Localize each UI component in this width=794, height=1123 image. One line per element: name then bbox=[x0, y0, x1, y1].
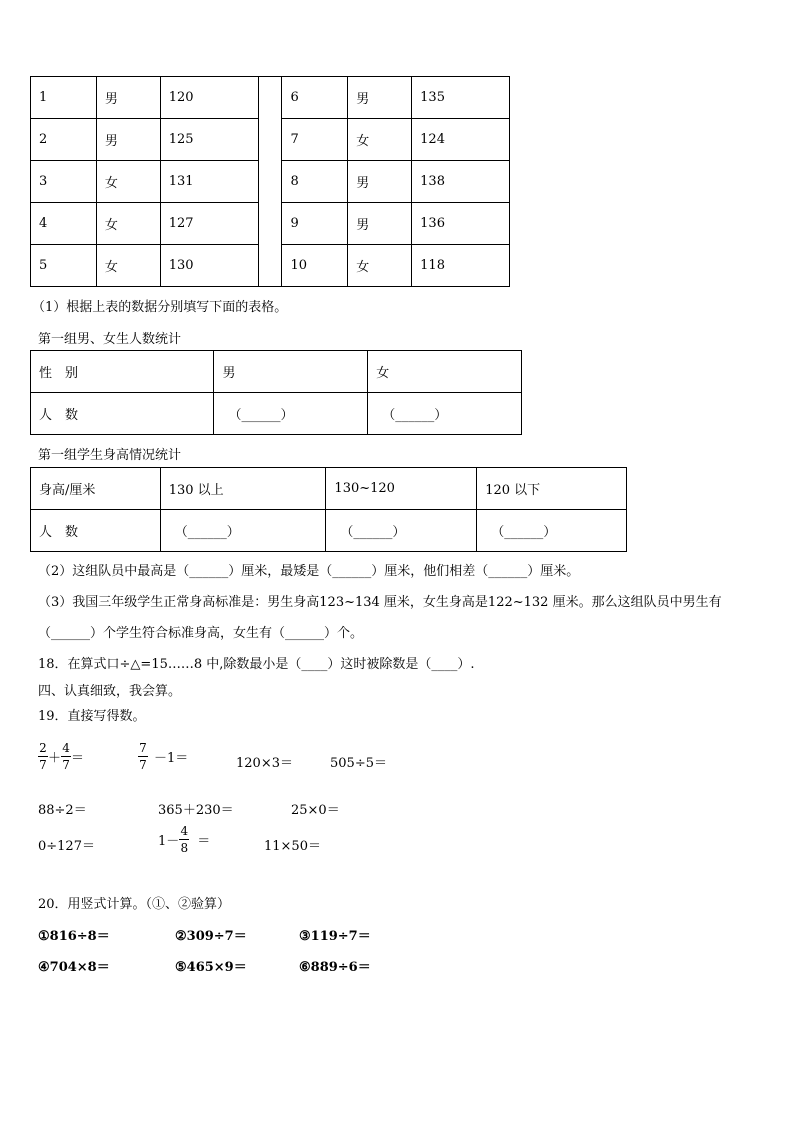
fraction-7-7: $\frac{7}{7}$ bbox=[139, 741, 147, 772]
table-b-blank-above-130[interactable]: （______） bbox=[160, 510, 326, 552]
q2-text: （2）这组队员中最高是（______）厘米，最矮是（______）厘米，他们相差（______）厘米。 bbox=[38, 564, 580, 579]
q3-line1: （3）我国三年级学生正常身高标准是：男生身高123~134 厘米，女生身高是122~132 厘米。那么这组队员中男生有 bbox=[38, 595, 722, 610]
data-right-gender: 女 bbox=[348, 119, 412, 161]
data-right-height: 135 bbox=[412, 77, 510, 119]
gender-count-table bbox=[30, 350, 522, 435]
calc-row-1-frac-sub: $\frac{7}{7}$ －1＝ bbox=[139, 741, 189, 772]
data-right-gender: 男 bbox=[348, 161, 412, 203]
table-b-blank-130-120[interactable]: （______） bbox=[326, 510, 477, 552]
q1-text: （1）根据上表的数据分别填写下面的表格。 bbox=[32, 300, 288, 315]
table-b-row-label: 人 数 bbox=[31, 510, 161, 552]
data-left-gender: 男 bbox=[96, 77, 160, 119]
data-left-no: 5 bbox=[31, 245, 97, 287]
data-table-gap bbox=[258, 77, 282, 119]
data-left-no: 3 bbox=[31, 161, 97, 203]
data-table-gap bbox=[258, 161, 282, 203]
data-left-gender: 女 bbox=[96, 245, 160, 287]
calc-25x0: 25×0＝ bbox=[291, 803, 340, 818]
data-right-gender: 男 bbox=[348, 77, 412, 119]
table-a-blank-male[interactable]: （______） bbox=[214, 393, 368, 435]
data-table-row bbox=[31, 203, 510, 245]
vertical-calc-2: ②309÷7＝ bbox=[175, 929, 247, 944]
data-table-row bbox=[31, 119, 510, 161]
data-left-height: 127 bbox=[160, 203, 258, 245]
data-right-height: 118 bbox=[412, 245, 510, 287]
data-left-height: 120 bbox=[160, 77, 258, 119]
data-right-gender: 女 bbox=[348, 245, 412, 287]
data-left-no: 1 bbox=[31, 77, 97, 119]
data-left-gender: 男 bbox=[96, 119, 160, 161]
data-table-row bbox=[31, 161, 510, 203]
q19-text: 19．直接写得数。 bbox=[38, 709, 146, 724]
calc-11x50: 11×50＝ bbox=[264, 839, 321, 854]
table-a-blank-female[interactable]: （______） bbox=[368, 393, 522, 435]
vertical-calc-5: ⑤465×9＝ bbox=[175, 960, 247, 975]
table-b-header-130-120: 130~120 bbox=[326, 468, 477, 510]
section4-heading: 四、认真细致，我会算。 bbox=[38, 684, 182, 699]
table-b-blank-below-120[interactable]: （______） bbox=[477, 510, 627, 552]
q3-line2: （______）个学生符合标准身高，女生有（______）个。 bbox=[38, 626, 364, 641]
height-data-table bbox=[30, 76, 510, 287]
table-a-header-gender: 性 别 bbox=[31, 351, 214, 393]
calc-0div127: 0÷127＝ bbox=[38, 839, 95, 854]
data-right-height: 136 bbox=[412, 203, 510, 245]
table-b-header-above-130: 130 以上 bbox=[160, 468, 326, 510]
vertical-calc-4: ④704×8＝ bbox=[38, 960, 110, 975]
table-a-title: 第一组男、女生人数统计 bbox=[38, 332, 182, 347]
data-left-no: 4 bbox=[31, 203, 97, 245]
table-b-header-below-120: 120 以下 bbox=[477, 468, 627, 510]
data-table-gap bbox=[258, 119, 282, 161]
data-table-gap bbox=[258, 203, 282, 245]
q20-text: 20．用竖式计算。（①、②验算） bbox=[38, 897, 231, 912]
height-range-table bbox=[30, 467, 627, 552]
data-right-height: 138 bbox=[412, 161, 510, 203]
table-a-header-male: 男 bbox=[214, 351, 368, 393]
vertical-calc-3: ③119÷7＝ bbox=[299, 929, 371, 944]
data-right-no: 6 bbox=[282, 77, 348, 119]
data-table-gap bbox=[258, 245, 282, 287]
vertical-calc-1: ①816÷8＝ bbox=[38, 929, 110, 944]
data-right-no: 10 bbox=[282, 245, 348, 287]
data-right-no: 9 bbox=[282, 203, 348, 245]
fraction-4-7: $\frac{4}{7}$ bbox=[62, 741, 70, 772]
data-table-row bbox=[31, 245, 510, 287]
calc-1-minus-frac: 1－ $\frac{4}{8}$ ＝ bbox=[158, 824, 211, 855]
data-left-height: 131 bbox=[160, 161, 258, 203]
data-left-height: 130 bbox=[160, 245, 258, 287]
data-left-height: 125 bbox=[160, 119, 258, 161]
data-right-height: 124 bbox=[412, 119, 510, 161]
table-b-title: 第一组学生身高情况统计 bbox=[38, 448, 182, 463]
calc-88div2: 88÷2＝ bbox=[38, 803, 87, 818]
calc-505div5: 505÷5＝ bbox=[330, 756, 387, 771]
q18-text: 18．在算式口÷△=15……8 中,除数最小是（____）这时被除数是（____）. bbox=[38, 657, 475, 672]
calc-365plus230: 365＋230＝ bbox=[158, 803, 234, 818]
table-a-row-label: 人 数 bbox=[31, 393, 214, 435]
table-a-header-female: 女 bbox=[368, 351, 522, 393]
data-left-gender: 女 bbox=[96, 161, 160, 203]
data-right-gender: 男 bbox=[348, 203, 412, 245]
data-right-no: 8 bbox=[282, 161, 348, 203]
fraction-2-7: $\frac{2}{7}$ bbox=[39, 741, 47, 772]
data-right-no: 7 bbox=[282, 119, 348, 161]
calc-120x3: 120×3＝ bbox=[236, 756, 293, 771]
data-table-row bbox=[31, 77, 510, 119]
fraction-4-8: $\frac{4}{8}$ bbox=[180, 824, 189, 855]
data-left-gender: 女 bbox=[96, 203, 160, 245]
calc-row-1-frac-add: $\frac{2}{7}$ ＋ $\frac{4}{7}$ ＝ bbox=[39, 741, 85, 772]
table-b-header-height: 身高/厘米 bbox=[31, 468, 161, 510]
vertical-calc-6: ⑥889÷6＝ bbox=[299, 960, 371, 975]
data-left-no: 2 bbox=[31, 119, 97, 161]
